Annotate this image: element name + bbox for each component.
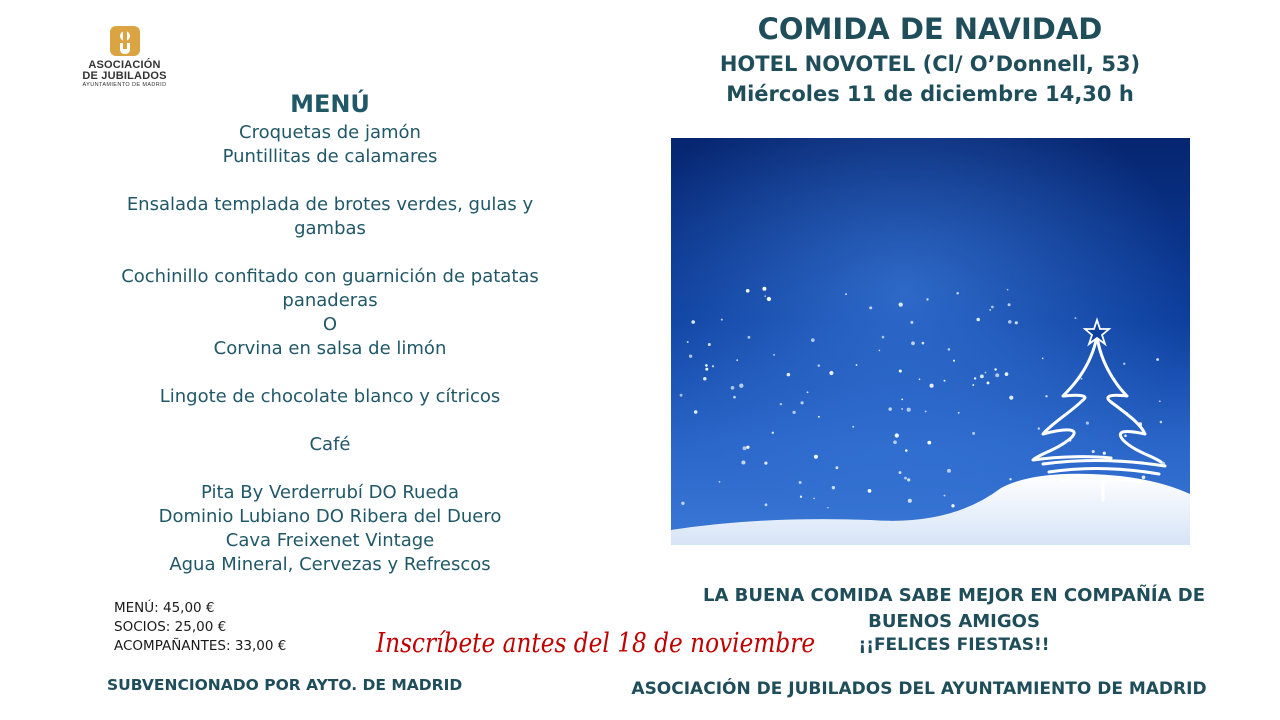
snowflake-dot	[1045, 395, 1047, 397]
snowflake-dot	[681, 502, 684, 505]
snowflake-dot	[994, 368, 996, 370]
snowflake-dot	[741, 460, 745, 464]
snowflake-dot	[814, 455, 818, 459]
snowflake-dot	[764, 462, 767, 465]
logo-line-2: DE JUBILADOS	[82, 70, 167, 82]
menu-line: Café	[309, 434, 351, 455]
snowflake-dot	[972, 432, 975, 435]
snowflake-dot	[948, 348, 951, 351]
snowflake-dot	[780, 403, 782, 405]
menu-spacer	[80, 409, 580, 433]
snowflake-dot	[801, 401, 804, 404]
snowflake-dot	[958, 412, 960, 414]
snowflake-dot	[832, 486, 835, 489]
menu-line: panaderas	[282, 290, 378, 311]
price-acompanantes: ACOMPAÑANTES: 33,00 €	[114, 638, 287, 654]
snowflake-dot	[904, 477, 907, 480]
logo-line-1: ASOCIACIÓN	[88, 59, 161, 71]
menu-line: Croquetas de jamón	[239, 122, 421, 143]
snowflake-dot	[807, 391, 809, 393]
snowflake-dot	[813, 498, 815, 500]
snowflake-dot	[1074, 317, 1076, 319]
snowflake-dot	[947, 469, 951, 473]
menu-line: gambas	[294, 218, 366, 239]
snowflake-dot	[922, 342, 925, 345]
snowflake-dot	[989, 309, 991, 311]
snowflake-dot	[845, 293, 847, 295]
snowflake-dot	[739, 384, 743, 388]
snowflake-dot	[893, 440, 897, 444]
snowflake-dot	[1142, 475, 1146, 479]
signup-deadline: Inscríbete antes del 18 de noviembre	[376, 628, 816, 659]
snowflake-dot	[907, 478, 910, 481]
snowflake-dot	[792, 411, 795, 414]
menu-line: Lingote de chocolate blanco y cítricos	[159, 386, 501, 407]
slogan	[640, 583, 1268, 635]
snowflake-dot	[868, 489, 872, 493]
subsidy-note: SUBVENCIONADO POR AYTO. DE MADRID	[107, 676, 463, 694]
snowflake-dot	[818, 416, 820, 418]
greeting: ¡¡FELICES FIESTAS!!	[858, 635, 1050, 655]
snowflake-dot	[1008, 320, 1012, 324]
snowflake-dot	[895, 433, 899, 437]
snowflake-dot	[1007, 289, 1009, 291]
snowflake-dot	[972, 384, 974, 386]
snowflake-dot	[869, 306, 872, 309]
snowflake-dot	[899, 369, 902, 372]
snowflake-dot	[799, 481, 802, 484]
menu-line: O	[322, 314, 338, 335]
snowflake-dot	[944, 380, 946, 382]
snowflake-dot	[764, 295, 766, 297]
snowflake-dot	[1156, 358, 1159, 361]
snowflake-dot	[746, 446, 749, 449]
association-logo	[62, 24, 187, 94]
snowflake-dot	[736, 359, 738, 361]
snowflake-dot	[951, 504, 954, 507]
price-menu: MENÚ: 45,00 €	[114, 600, 215, 616]
snowflake-dot	[705, 364, 708, 367]
snowflake-dot	[1042, 358, 1044, 360]
menu-line: Cava Freixenet Vintage	[225, 530, 435, 551]
event-date: Miércoles 11 de diciembre 14,30 h	[726, 82, 1134, 106]
snowflake-dot	[1124, 435, 1127, 438]
snowflake-dot	[985, 372, 987, 374]
menu-spacer	[80, 361, 580, 385]
snowflake-dot	[800, 496, 802, 498]
snowflake-dot	[787, 373, 791, 377]
snowflake-dot	[731, 386, 735, 390]
snowflake-dot	[743, 446, 747, 450]
snowflake-dot	[1009, 396, 1013, 400]
menu-line: Cochinillo confitado con guarnición de patatas	[121, 266, 539, 287]
snowflake-dot	[901, 408, 903, 410]
snowflake-dot	[976, 318, 980, 322]
association-emblem-icon	[107, 24, 143, 60]
snowflake-dot	[1123, 363, 1125, 365]
snowflake-dot	[680, 394, 683, 397]
menu-spacer	[80, 457, 580, 481]
menu-spacer	[80, 241, 580, 265]
organization-name: ASOCIACIÓN DE JUBILADOS DEL AYUNTAMIENTO DE MADRID	[631, 679, 1207, 699]
snowflake-dot	[733, 396, 736, 399]
logo-line-3: AYUNTAMIENTO DE MADRID	[82, 82, 167, 88]
snowflake-dot	[991, 306, 994, 309]
snowflake-dot	[719, 481, 721, 483]
snowflake-dot	[1009, 478, 1011, 480]
price-socios: SOCIOS: 25,00 €	[114, 619, 227, 635]
menu-line: Pita By Verderrubí DO Rueda	[201, 482, 459, 503]
snowflake-dot	[1103, 452, 1106, 455]
snowflake-dot	[827, 507, 829, 509]
snowflake-dot	[767, 297, 771, 301]
snowflake-dot	[687, 341, 689, 343]
snowflake-dot	[1160, 421, 1163, 424]
snowflake-dot	[974, 377, 976, 379]
snowflake-dot	[721, 319, 723, 321]
menu-line: Corvina en salsa de limón	[213, 338, 447, 359]
event-venue: HOTEL NOVOTEL (Cl/ O’Donnell, 53)	[719, 52, 1141, 76]
snowflake-dot	[910, 321, 913, 324]
snowflake-dot	[1038, 427, 1040, 429]
snowflake-dot	[905, 449, 908, 452]
snowflake-dot	[987, 381, 990, 384]
snowflake-dot	[888, 407, 891, 410]
snowflake-dot	[703, 377, 707, 381]
snowflake-dot	[980, 375, 984, 379]
snowflake-dot	[818, 364, 821, 367]
snowflake-dot	[1081, 378, 1083, 380]
snowflake-dot	[944, 495, 946, 497]
menu-line: Dominio Lubiano DO Ribera del Duero	[158, 506, 502, 527]
snowflake-dot	[691, 320, 695, 324]
snowflake-dot	[908, 499, 912, 503]
snowflake-dot	[1008, 303, 1011, 306]
snowflake-dot	[746, 289, 750, 293]
snowflake-dot	[762, 287, 766, 291]
snowflake-dot	[901, 398, 903, 400]
snowflake-dot	[712, 365, 714, 367]
snowflake-dot	[926, 298, 928, 300]
snowflake-dot	[956, 292, 959, 295]
slogan-line-1: LA BUENA COMIDA SABE MEJOR EN COMPAÑÍA DE	[702, 585, 1206, 606]
snowflake-dot	[1086, 422, 1089, 425]
snowflake-dot	[1092, 450, 1095, 453]
snowflake-dot	[705, 368, 708, 371]
snowflake-dot	[899, 471, 902, 474]
price-list	[114, 599, 286, 656]
snowflake-dot	[694, 410, 698, 414]
christmas-tree-illustration	[671, 138, 1190, 545]
menu-line: Agua Mineral, Cervezas y Refrescos	[169, 554, 491, 575]
snowflake-dot	[772, 432, 774, 434]
menu-spacer	[80, 169, 580, 193]
snowflake-dot	[919, 378, 921, 380]
snowflake-dot	[879, 350, 881, 352]
snowflake-dot	[1015, 321, 1018, 324]
snowflake-dot	[927, 441, 931, 445]
menu-line: Puntillitas de calamares	[222, 146, 438, 167]
snowflake-dot	[765, 503, 768, 506]
snowflake-dot	[852, 426, 854, 428]
snowflake-dot	[899, 302, 903, 306]
snowflake-dot	[930, 384, 934, 388]
snowflake-dot	[995, 373, 999, 377]
event-title: COMIDA DE NAVIDAD	[757, 12, 1103, 46]
snowflake-dot	[1005, 372, 1009, 376]
snowflake-dot	[829, 371, 833, 375]
snowflake-dot	[811, 338, 815, 342]
snowflake-dot	[911, 341, 915, 345]
snowflake-dot	[835, 466, 838, 469]
snowflake-dot	[907, 408, 911, 412]
snowflake-dot	[925, 410, 927, 412]
snowflake-dot	[1159, 400, 1161, 402]
snowflake-dot	[773, 354, 775, 356]
snowflake-dot	[882, 336, 885, 339]
menu-list	[80, 121, 580, 577]
menu-title: MENÚ	[290, 90, 370, 118]
menu-line: Ensalada templada de brotes verdes, gulas y	[126, 194, 534, 215]
snowflake-dot	[856, 364, 858, 366]
snowflake-dot	[953, 360, 955, 362]
snowflake-dot	[747, 336, 750, 339]
snowflake-dot	[708, 343, 711, 346]
snowflake-dot	[689, 355, 692, 358]
slogan-line-2: BUENOS AMIGOS	[868, 611, 1040, 632]
